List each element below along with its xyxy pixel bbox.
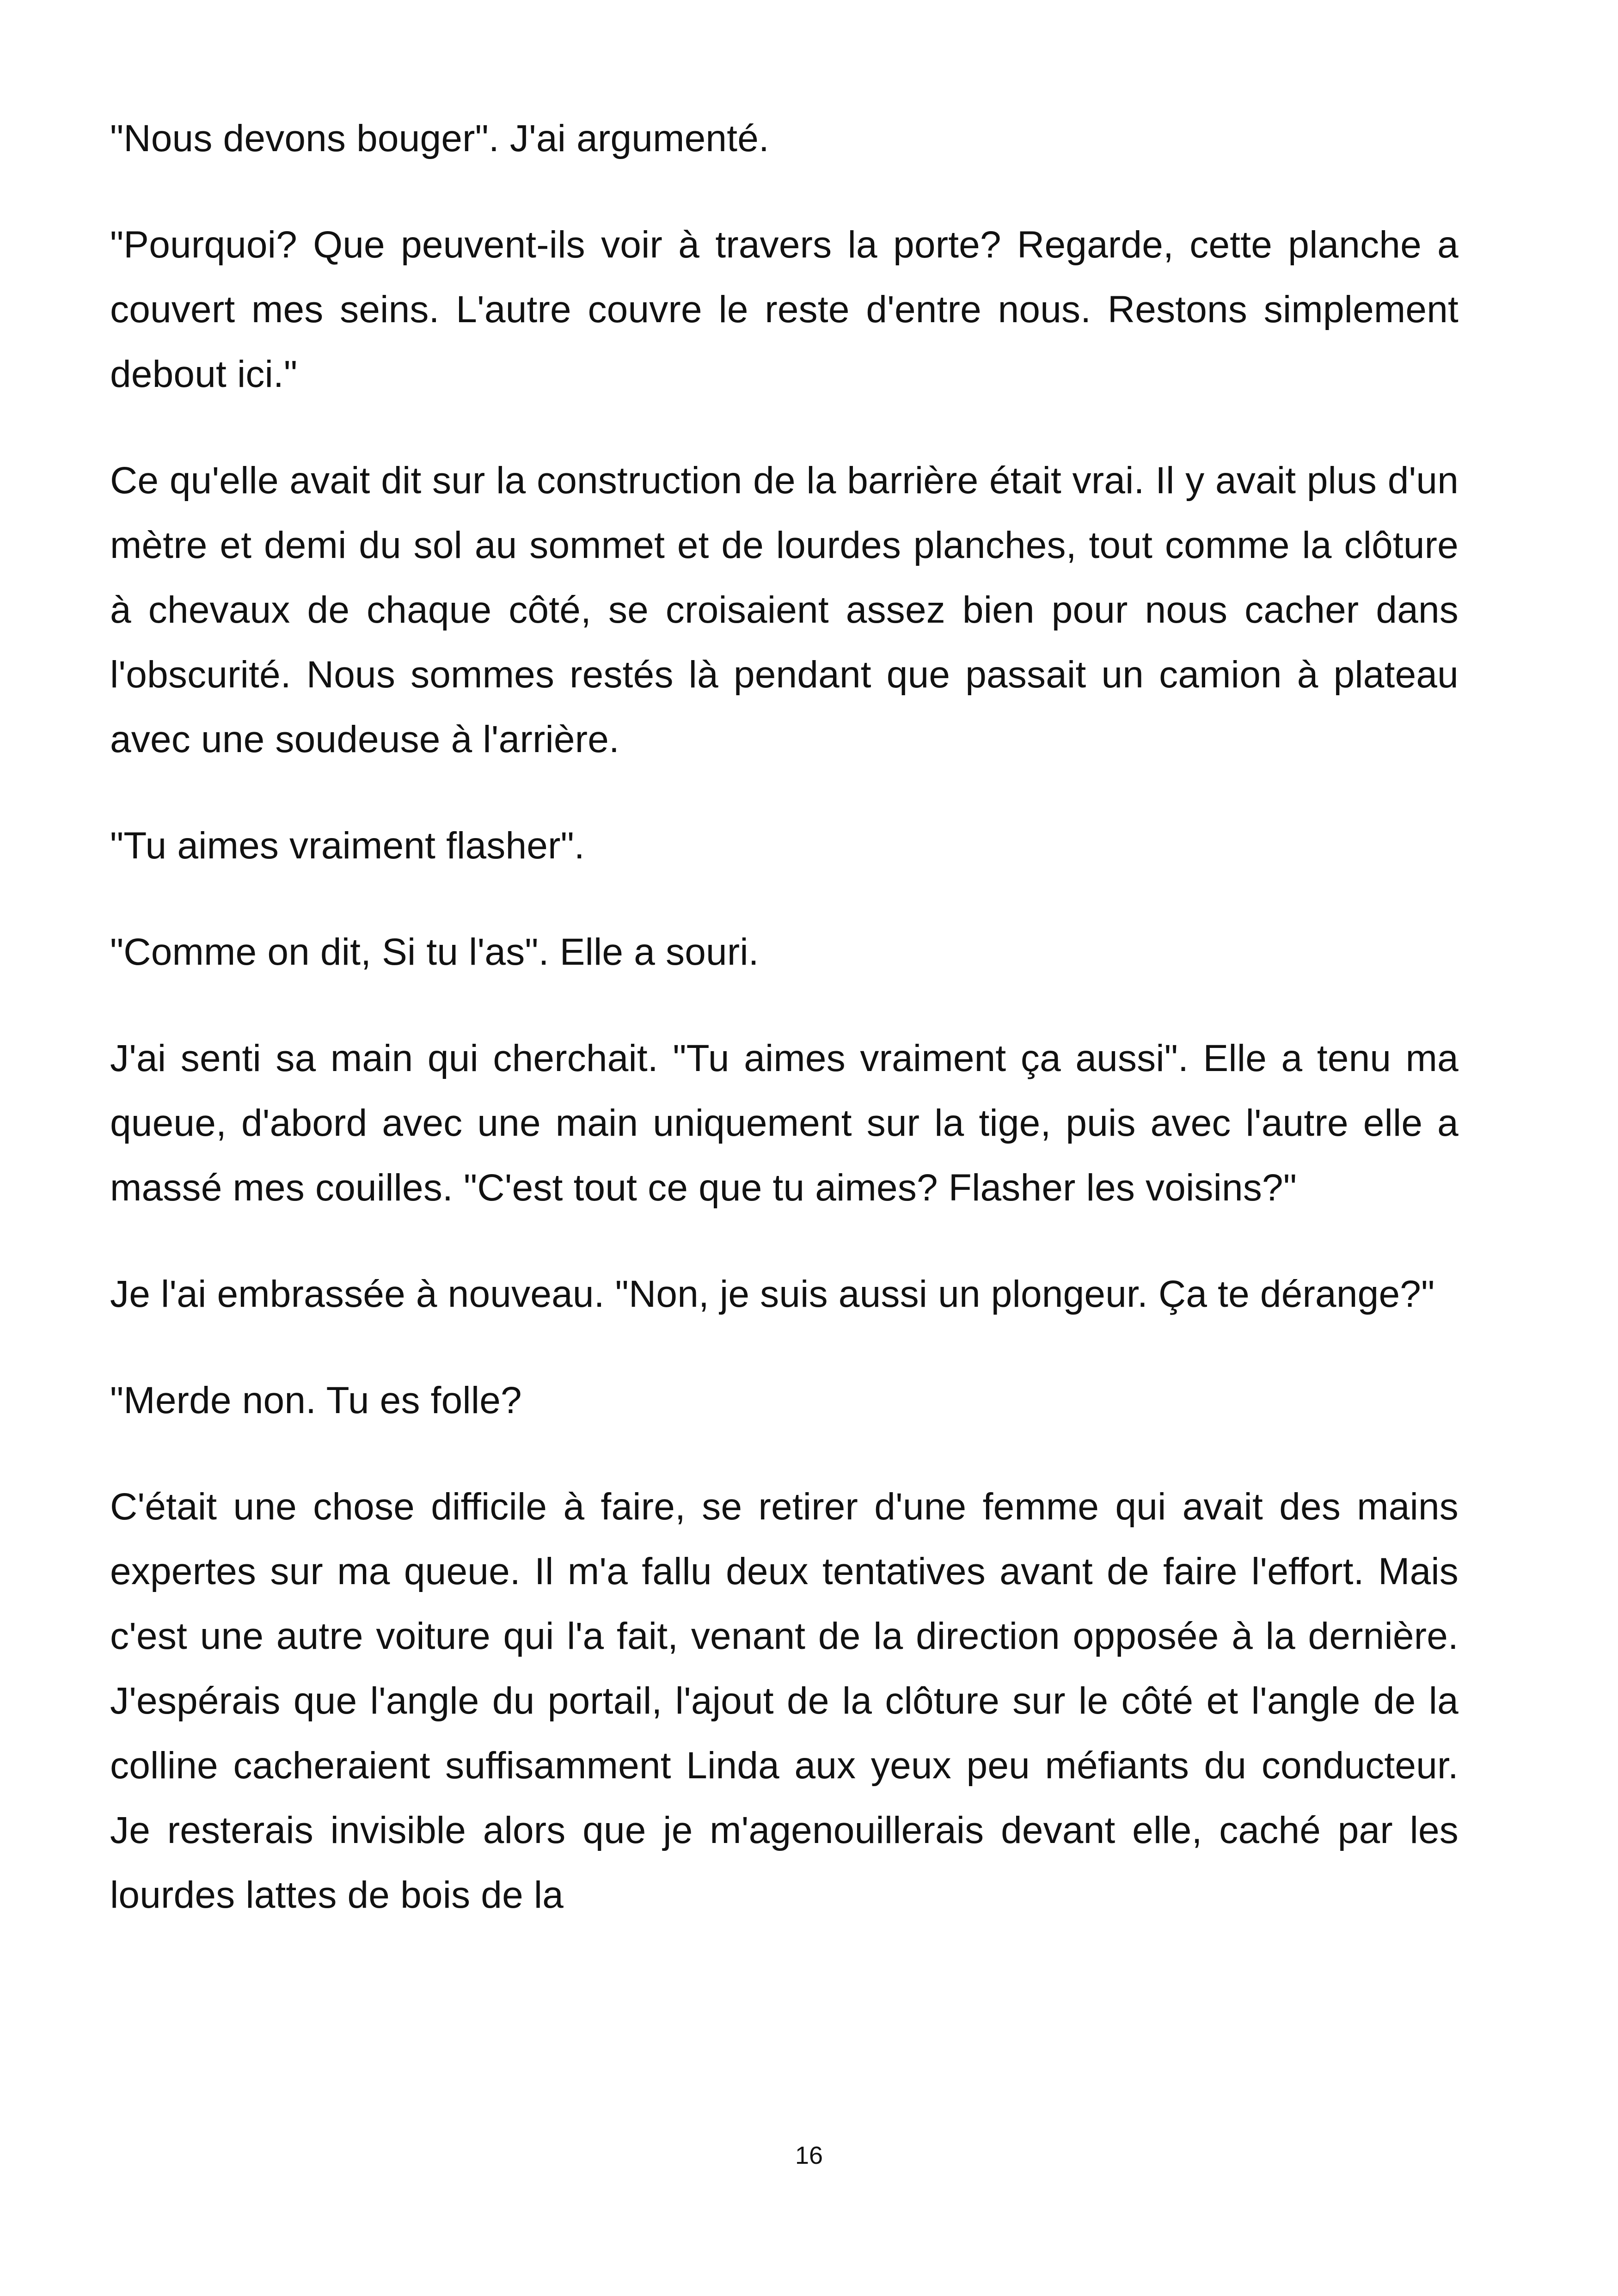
paragraph-4: "Tu aimes vraiment flasher". [110, 825, 585, 867]
paragraph-8: "Merde non. Tu es folle? [110, 1379, 522, 1421]
page-body [110, 106, 1459, 1969]
page-number: 16 [795, 2142, 823, 2169]
paragraph-6: J'ai senti sa main qui cherchait. "Tu aimes vraiment ça aussi". Elle a tenu ma queue, d'abord avec une main uniquement sur la tige, puis avec l'autre elle a massé mes couilles. "C'est tout ce que tu aimes? Flasher les voisins?" [110, 1037, 1459, 1209]
paragraph-5: "Comme on dit, Si tu l'as". Elle a souri. [110, 931, 759, 973]
paragraph-1: "Nous devons bouger". J'ai argumenté. [110, 117, 769, 159]
paragraph-7: Je l'ai embrassée à nouveau. "Non, je suis aussi un plongeur. Ça te dérange?" [110, 1273, 1435, 1315]
paragraph-2: "Pourquoi? Que peuvent-ils voir à travers la porte? Regarde, cette planche a couvert mes seins. L'autre couvre le reste d'entre nous. Restons simplement debout ici." [110, 224, 1459, 395]
paragraph-3: Ce qu'elle avait dit sur la construction de la barrière était vrai. Il y avait plus d'un mètre et demi du sol au sommet et de lourdes planches, tout comme la clôture à chevaux de chaque côté, se croisaient assez bien pour nous cacher dans l'obscurité. Nous sommes restés là pendant que passait un camion à plateau avec une soudeuse à l'arrière. [110, 459, 1459, 760]
paragraph-9: C'était une chose difficile à faire, se retirer d'une femme qui avait des mains expertes sur ma queue. Il m'a fallu deux tentatives avant de faire l'effort. Mais c'est une autre voiture qui l'a fait, venant de la direction opposée à la dernière. J'espérais que l'angle du portail, l'ajout de la clôture sur le côté et l'angle de la colline cacheraient suffisamment Linda aux yeux peu méfiants du conducteur. Je resterais invisible alors que je m'agenouillerais devant elle, caché par les lourdes lattes de bois de la [110, 1486, 1459, 1916]
